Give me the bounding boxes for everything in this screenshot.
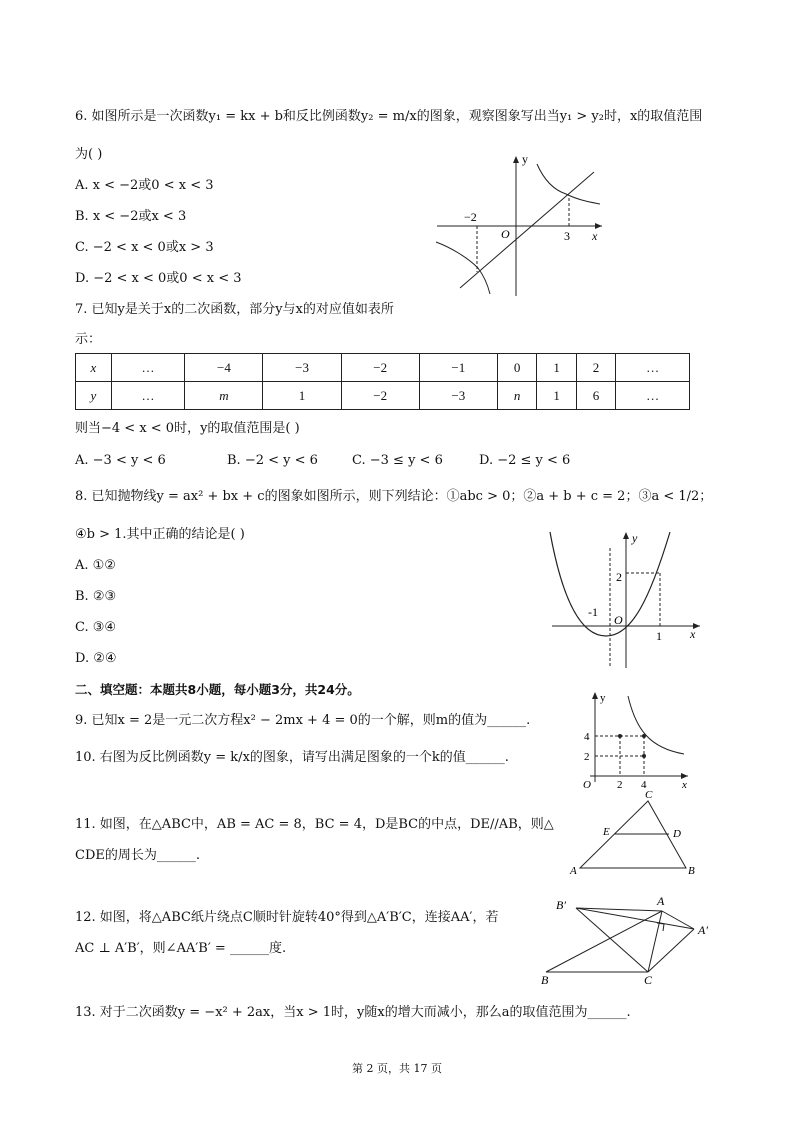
table-cell: x [76,354,112,382]
table-cell: … [111,354,185,382]
tick-x4: 4 [641,779,647,791]
q8-option-b: B. ②③ [75,589,117,604]
label-b: B [688,865,695,877]
segment-a-b [546,911,662,972]
q7-option-a: A. −3 < y < 6 [75,453,166,468]
point-4-4 [642,734,646,738]
x-label: x [682,779,687,791]
q10-text: 10. 右图为反比例函数y = k/x的图象，请写出满足图象的一个k的值______. [75,750,509,765]
y-label: y [632,531,638,545]
q8-option-a: A. ①② [75,558,116,573]
x-label: x [690,627,696,641]
q10-inverse-function-graph [570,690,698,794]
table-cell: 1 [537,354,576,382]
segment-a-c [648,911,662,972]
y-label: y [600,692,606,704]
table-cell: −1 [419,354,497,382]
table-cell: 6 [576,382,615,410]
q8-parabola-graph [548,528,708,670]
point-4-2 [642,754,646,758]
table-cell: 1 [537,382,576,410]
y-label: y [522,152,528,166]
table-cell: n [497,382,536,410]
label-a: A [657,894,665,908]
q8-option-d: D. ②④ [75,651,117,666]
label-d: D [673,828,681,840]
q9-text: 9. 已知x = 2是一元二次方程x² − 2mx + 4 = 0的一个解，则m的值为______. [75,713,531,728]
label-b: B [541,973,549,986]
q6-stem-line2: 为( ) [75,147,103,162]
q6-function-graph [432,150,612,300]
table-cell: m [185,382,263,410]
origin-label: O [614,613,623,627]
q7-value-table [75,353,690,410]
segment-b2-c [576,908,648,972]
x-label: x [592,229,598,243]
table-cell: −4 [185,354,263,382]
q8-option-c: C. ③④ [75,620,117,635]
q13-text: 13. 对于二次函数y = −x² + 2ax，当x > 1时，y随x的增大而减小，那么a的取值范围为______. [75,1005,631,1020]
page-footer: 第 2 页，共 17 页 [352,1062,442,1075]
q7-stem-line2: 示： [75,332,102,347]
q6-option-d: D. −2 < x < 0或0 < x < 3 [75,271,242,286]
tick-y4: 4 [584,731,590,743]
table-cell: 0 [497,354,536,382]
origin-label: O [583,779,591,791]
segment-a2-c [648,929,694,972]
table-cell: 1 [263,382,341,410]
q7-option-d: D. −2 ≤ y < 6 [479,453,571,468]
label-a-prime: A′ [698,923,708,937]
q12-line1: 12. 如图，将△ABC纸片绕点C顺时针旋转40°得到△A′B′C，连接AA′，若 [75,910,499,925]
tick-y2: 2 [616,570,622,584]
table-cell: −2 [341,354,419,382]
table-cell: −3 [419,382,497,410]
q12-line2: AC ⊥ A′B′，则∠AA′B′ = ______度. [75,941,287,956]
table-cell: −3 [263,354,341,382]
section-2-heading: 二、填空题：本题共8小题，每小题3分，共24分。 [75,682,360,697]
q12-rotation-diagram [536,892,720,986]
y-axis-arrow [513,156,519,163]
q11-line2: CDE的周长为______. [75,848,200,863]
q7-option-b: B. −2 < y < 6 [227,453,318,468]
q6-option-b: B. x < −2或x < 3 [75,209,187,224]
origin-label: O [501,227,510,241]
table-cell: y [76,382,112,410]
tick-3: 3 [564,229,570,243]
label-e: E [603,826,610,838]
hyperbola-branch-lower [436,242,490,294]
q6-stem-line1: 6. 如图所示是一次函数y₁ = kx + b和反比例函数y₂ = m/x的图象，观察图象写出当y₁ > y₂时，x的取值范围 [75,109,703,124]
q6-option-c: C. −2 < x < 0或x > 3 [75,240,214,255]
tick-neg1: -1 [588,605,598,619]
q11-triangle-diagram [566,788,706,880]
q8-stem-line1: 8. 已知抛物线y = ax² + bx + c的图象如图所示，则下列结论：①abc > 0；②a + b + c = 2；③a < 1/2； [75,489,713,504]
q11-line1: 11. 如图，在△ABC中，AB = AC = 8，BC = 4，D是BC的中点，DE//AB，则△ [75,817,554,832]
q7-stem-line1: 7. 已知y是关于x的二次函数，部分y与x的对应值如表所 [75,302,394,317]
table-cell: … [616,354,690,382]
label-b-prime: B′ [556,898,566,912]
label-c: C [644,973,653,986]
q8-stem-line2: ④b > 1.其中正确的结论是( ) [75,527,245,542]
tick-neg2: −2 [464,210,477,224]
table-cell: … [111,382,185,410]
label-c: C [645,789,653,801]
table-row [76,354,690,382]
label-a: A [570,865,577,877]
q7-option-c: C. −3 ≤ y < 6 [352,453,443,468]
table-row [76,382,690,410]
tick-x2: 2 [617,779,623,791]
q7-question: 则当−4 < x < 0时，y的取值范围是( ) [75,421,300,436]
y-axis-arrow [623,532,629,539]
y-axis-arrow [592,692,598,699]
q6-option-a: A. x < −2或0 < x < 3 [75,178,214,193]
table-cell: 2 [576,354,615,382]
hyperbola-curve [628,696,684,754]
table-cell: … [616,382,690,410]
tick-y2: 2 [584,751,590,763]
point-2-4 [618,734,622,738]
tick-1: 1 [656,629,662,643]
table-cell: −2 [341,382,419,410]
